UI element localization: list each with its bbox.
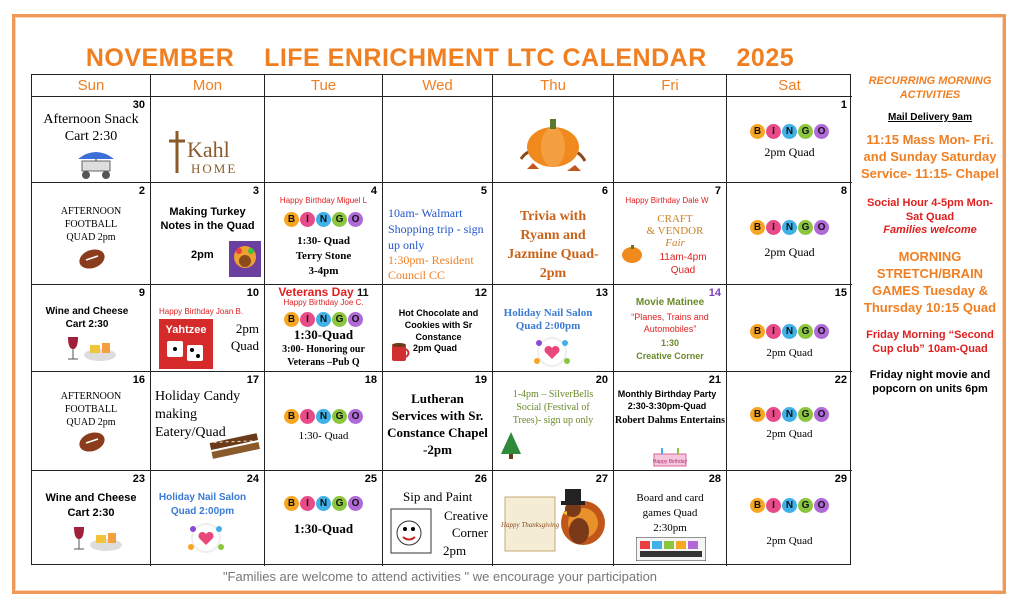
day-cell-23 [32,471,151,566]
day-cell-15 [727,285,852,372]
event-text: “Planes, Trains and Automobiles” [631,312,709,334]
turkey-icon [229,241,261,277]
day-number: 16 [132,374,145,386]
event-text: 1:30-Quad [293,521,354,536]
day-number: 12 [474,287,487,299]
mail-delivery: Mail Delivery 9am [888,112,972,123]
thanksgiving-turkey-icon [501,479,611,563]
birthday-text: Happy Birthday Miguel L [279,196,368,205]
event-text: Sip and Paint [403,489,473,504]
day-cell-11 [265,285,383,372]
day-cell-5 [383,183,493,285]
day-cell-7 [614,183,727,285]
event-text: 1-4pm – SilverBells Social (Festival of Trees)- sign up only [512,389,594,426]
day-number: 30 [132,99,145,111]
birthday-cake-icon [650,446,690,468]
day-number: 18 [364,374,377,386]
event-text: AFTERNOON FOOTBALL QUAD 2pm [60,206,122,243]
day-number: 22 [834,374,847,386]
birthday-text: Happy Birthday Dale W [625,196,709,205]
day-number: 27 [595,473,608,485]
svg-text:Happy Birthday: Happy Birthday [652,459,688,465]
event-text: 2pm Quad [766,535,813,547]
day-number: 7 [714,185,721,197]
day-header-mon: Mon [151,75,265,97]
day-cell-empty-tue [265,97,383,183]
event-text: 2pm Quad [766,428,813,440]
day-header-fri: Fri [614,75,727,97]
day-number: 8 [840,185,847,197]
football-icon [77,430,107,454]
day-cell-12 [383,285,493,372]
event-text: 1:30- Quad [298,430,349,442]
day-number: 1 [840,99,847,111]
event-time: 2pm Quad [413,343,458,353]
day-cell-empty-wed [383,97,493,183]
day-cell-18 [265,372,383,471]
day-number: 19 [474,374,487,386]
nail-polish-icon [181,521,231,555]
day-number: 15 [834,287,847,299]
day-header-sat: Sat [727,75,852,97]
social-hour: Social Hour 4-5pm Mon- Sat Quad [867,197,993,223]
hot-chocolate-icon [389,337,413,365]
day-cell-27 [493,471,614,566]
event-text-2: 1:30pm- Resident Council CC [388,253,474,282]
event-text-2: Creative Corner [443,508,488,540]
event-text-2: 3:00- Honoring our Veterans –Pub Q [282,344,365,368]
event-text: 2pm Quad [764,245,815,259]
event-text: Trivia with Ryann and Jazmine Quad-2pm [507,209,599,281]
calendar-grid [31,74,851,565]
event-time: 2pm [443,543,467,558]
pumpkin-small-icon [620,243,644,265]
day-number: 17 [246,374,259,386]
event-text: Monthly Birthday Party 2:30-3:30pm-Quad [617,389,717,411]
pumpkin-icon [515,107,591,177]
wine-cheese-icon [62,333,118,363]
day-cell-2 [32,183,151,285]
event-time: 1:30 Creative Corner [636,338,704,361]
bingo-graphic: B I N G O [265,406,382,424]
day-number: 4 [370,185,377,197]
bingo-graphic: B I N G O [727,404,852,422]
day-number: 13 [595,287,608,299]
day-header-wed: Wed [383,75,493,97]
nail-polish-icon [527,335,577,369]
event-time: 2pm [191,249,214,261]
day-cell-3 [151,183,265,285]
day-cell-6 [493,183,614,285]
day-number: 21 [708,374,721,386]
day-cell-26 [383,471,493,566]
second-cup-club: Friday Morning “Second Cup club” 10am-Quad [866,329,994,355]
birthday-text: Happy Birthday Joan B. [159,307,244,316]
wine-cheese-icon [68,523,124,553]
event-text: 2pm Quad [766,347,813,359]
event-text: 2pm Quad [764,145,815,159]
event-title: Movie Matinee [635,297,705,308]
day-cell-29 [727,471,852,566]
day-number: 2 [138,185,145,197]
bingo-graphic: B I N G O [265,209,382,227]
svg-text:Happy Thanksgiving: Happy Thanksgiving [501,521,560,529]
day-cell-4 [265,183,383,285]
day-cell-20 [493,372,614,471]
event-text: AFTERNOON FOOTBALL QUAD 2pm [60,391,122,428]
day-cell-21 [614,372,727,471]
event-text: Wine and Cheese Cart 2:30 [45,306,129,330]
craft-fair-graphic: CRAFT & VENDOR Fair [646,213,704,249]
day-cell-1 [727,97,852,183]
paint-canvas-icon [389,507,433,555]
snack-cart-icon [74,147,118,181]
bingo-graphic: B I N G O [265,309,382,327]
christmas-tree-icon [499,430,523,460]
day-cell-13 [493,285,614,372]
day-cell-16 [32,372,151,471]
event-text: 10am- Walmart Shopping trip - sign up only [388,206,484,252]
day-number: 26 [474,473,487,485]
sidebar-heading: RECURRING MORNING ACTIVITIES [868,75,992,101]
event-text: Making Turkey Notes in the Quad [160,206,255,232]
football-icon [77,247,107,271]
event-text: Hot Chocolate and Cookies with Sr Constance [398,308,479,342]
footer-note: "Families are welcome to attend activities " we encourage your participation [222,569,658,584]
bingo-graphic: B I N G O [727,217,852,235]
logo-sub: HOME [191,161,238,176]
day-cell-9 [32,285,151,372]
day-cell-logo [151,97,265,183]
day-cell-22 [727,372,852,471]
day-header-tue: Tue [265,75,383,97]
families-welcome: Families welcome [883,224,977,236]
day-header-sun: Sun [32,75,151,97]
day-number: 3 [252,185,259,197]
birthday-text: Happy Birthday Joe C. [283,298,364,307]
day-cell-28 [614,471,727,566]
recurring-activities-sidebar [860,74,1000,396]
event-text: Holiday Nail Salon Quad 2:00pm [503,307,593,332]
day-cell-10 [151,285,265,372]
day-cell-empty-fri [614,97,727,183]
day-cell-pumpkin [493,97,614,183]
event-text: Afternoon Snack Cart 2:30 [43,112,139,144]
day-number: 9 [138,287,145,299]
day-header-thu: Thu [493,75,614,97]
day-cell-8 [727,183,852,285]
event-text: Board and card games Quad 2:30pm [636,492,704,534]
day-number: 23 [132,473,145,485]
event-text: 1:30-Quad [293,327,354,342]
bingo-graphic: B I N G O [265,493,382,511]
mass-schedule: 11:15 Mass Mon- Fri. and Sunday Saturday Service- 11:15- Chapel [860,132,1000,181]
day-number: 24 [246,473,259,485]
event-text: Lutheran Services with Sr. Constance Chapel -2pm [387,391,488,457]
event-text: Wine and Cheese Cart 2:30 [45,492,137,519]
friday-movie: Friday night movie and popcorn on units 6pm [869,369,991,395]
event-text: 1:30- Quad Terry Stone 3-4pm [295,235,352,277]
bingo-graphic: B I N G O [727,495,852,513]
holiday-title: Veterans Day 11 [278,285,369,299]
game-label: Yahtzee [165,324,207,336]
day-cell-14 [614,285,727,372]
day-cell-17 [151,372,265,471]
event-text-2: Robert Dahms Entertains [615,415,725,426]
bingo-graphic: B I N G O [727,321,852,339]
bingo-graphic: B I N G O [727,121,852,139]
day-cell-19 [383,372,493,471]
event-text: 2pm Quad [230,321,259,353]
day-number: 5 [480,185,487,197]
event-text: Holiday Candy making Eatery/Quad [155,389,241,440]
day-cell-25 [265,471,383,566]
day-number: 6 [601,185,608,197]
event-text: Holiday Nail Salon Quad 2:00pm [158,492,247,517]
candy-icon [207,432,263,462]
day-number: 29 [834,473,847,485]
day-number: 25 [364,473,377,485]
day-number: 28 [708,473,721,485]
kahl-home-logo [165,127,255,177]
yahtzee-game-icon [159,319,213,369]
day-cell-24 [151,471,265,566]
page-title: NOVEMBER LIFE ENRICHMENT LTC CALENDAR 2025 [85,44,795,72]
logo-name: Kahl [187,137,230,162]
day-number: 10 [246,287,259,299]
day-number: 20 [595,374,608,386]
board-game-icon [636,537,706,561]
day-cell-30 [32,97,151,183]
morning-stretch: MORNING STRETCH/BRAIN GAMES Tuesday & Thursday 10:15 Quad [863,249,997,315]
event-text: 11am-4pm Quad [659,252,707,276]
day-number: 14 [708,287,721,299]
